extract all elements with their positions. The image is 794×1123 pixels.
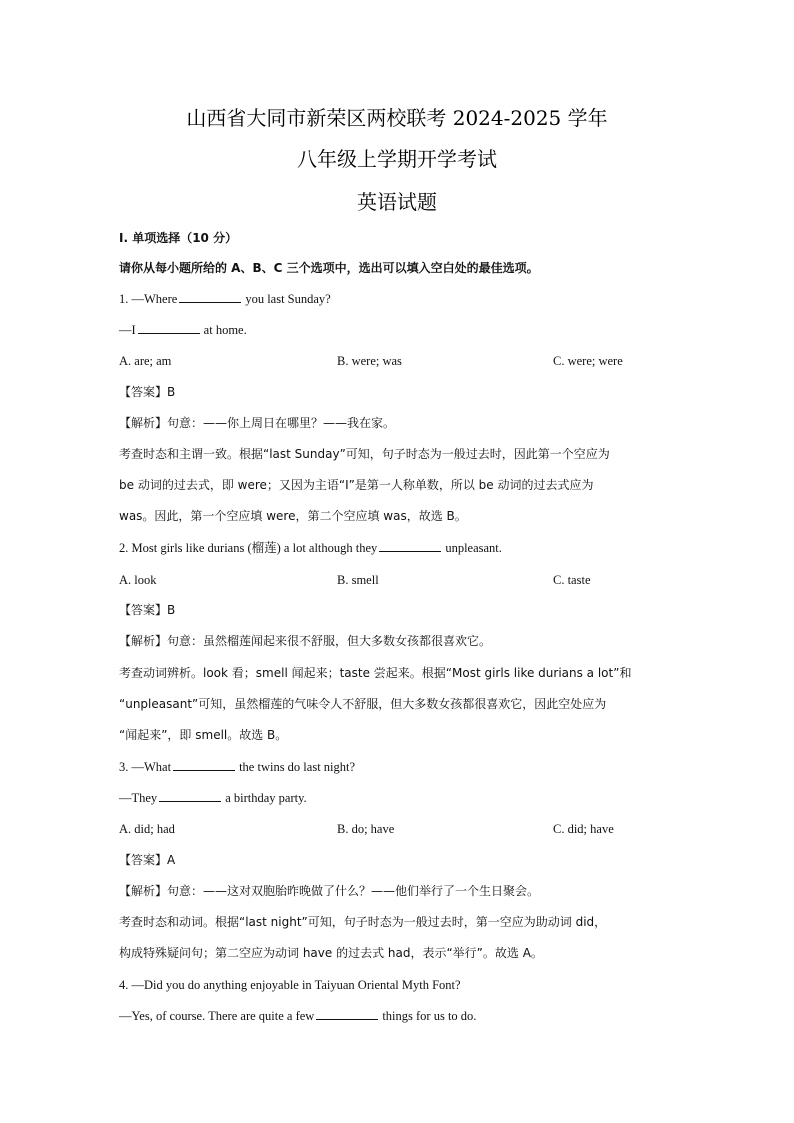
question-1-analysis-1: 【解析】句意：——你上周日在哪里？——我在家。 [119,416,396,430]
question-3-option-a: A. did; had [119,822,175,836]
question-1-line2 [119,321,679,339]
question-1-analysis-3: be 动词的过去式，即 were；又因为主语“I”是第一人称单数，所以 be 动词的过去式应为 [119,478,594,492]
question-4-text-c: —Yes, of course. There are quite a few [119,1009,315,1023]
question-3-text-d: a birthday party. [225,791,307,805]
question-3-text-a: 3. —What [119,760,172,774]
question-2-analysis-2: 考查动词辨析。look 看；smell 闻起来；taste 尝起来。根据“Most girls like durians a lot”和 [119,666,632,680]
question-3-analysis-3: 构成特殊疑问句；第二空应为动词 have 的过去式 had，表示“举行”。故选 A。 [119,946,543,960]
question-2-answer: 【答案】B [119,603,176,617]
question-3-analysis-2: 考查时态和动词。根据“last night”可知，句子时态为一般过去时，第一空应为助动词 did， [119,915,607,929]
answer-blank [173,758,235,771]
question-1-analysis-2: 考查时态和主谓一致。根据“last Sunday”可知，句子时态为一般过去时，因此第一个空应为 [119,447,610,461]
answer-blank [316,1007,378,1020]
question-3-line1 [119,758,679,776]
exam-title-line2: 八年级上学期开学考试 [297,147,497,171]
section-instruction: 请你从每小题所给的 A、B、C 三个选项中，选出可以填入空白处的最佳选项。 [119,261,539,275]
question-2-text-a: 2. Most girls like durians (榴莲) a lot although they [119,541,378,555]
question-3-answer: 【答案】A [119,853,176,867]
question-4-line1: 4. —Did you do anything enjoyable in Taiyuan Oriental Myth Font? [119,978,461,992]
section-heading: I. 单项选择（10 分） [119,231,238,245]
question-1-option-a: A. are; am [119,354,172,368]
question-2-analysis-3: “unpleasant”可知，虽然榴莲的气味令人不舒服，但大多数女孩都很喜欢它，因此空处应为 [119,697,607,711]
question-2-analysis-4: “闻起来”，即 smell。故选 B。 [119,728,288,742]
question-2-text-b: unpleasant. [445,541,502,555]
question-2-analysis-1: 【解析】句意：虽然榴莲闻起来很不舒服，但大多数女孩都很喜欢它。 [119,634,492,648]
question-3-text-c: —They [119,791,158,805]
question-3-option-c: C. did; have [553,822,614,836]
question-3-analysis-1: 【解析】句意：——这对双胞胎昨晚做了什么？——他们举行了一个生日聚会。 [119,884,540,898]
question-2-line1 [119,539,679,557]
answer-blank [179,290,241,303]
question-1-text-b: you last Sunday? [245,292,331,306]
question-2-option-a: A. look [119,573,157,587]
question-1-text-a: 1. —Where [119,292,178,306]
question-1-line1 [119,290,679,308]
exam-title-line3: 英语试题 [357,190,437,214]
question-3-line2 [119,789,679,807]
question-3-option-b: B. do; have [337,822,395,836]
question-2-option-b: B. smell [337,573,379,587]
question-1-text-c: —I [119,323,136,337]
answer-blank [379,539,441,552]
question-4-line2 [119,1007,679,1025]
exam-title-line1: 山西省大同市新荣区两校联考 2024-2025 学年 [186,106,608,130]
question-1-option-c: C. were; were [553,354,623,368]
answer-blank [138,321,200,334]
answer-blank [159,789,221,802]
question-1-analysis-4: was。因此，第一个空应填 were，第二个空应填 was，故选 B。 [119,509,467,523]
question-2-option-c: C. taste [553,573,591,587]
question-3-text-b: the twins do last night? [239,760,356,774]
question-4-text-d: things for us to do. [382,1009,477,1023]
question-1-text-d: at home. [203,323,247,337]
question-1-option-b: B. were; was [337,354,402,368]
question-1-answer: 【答案】B [119,385,176,399]
